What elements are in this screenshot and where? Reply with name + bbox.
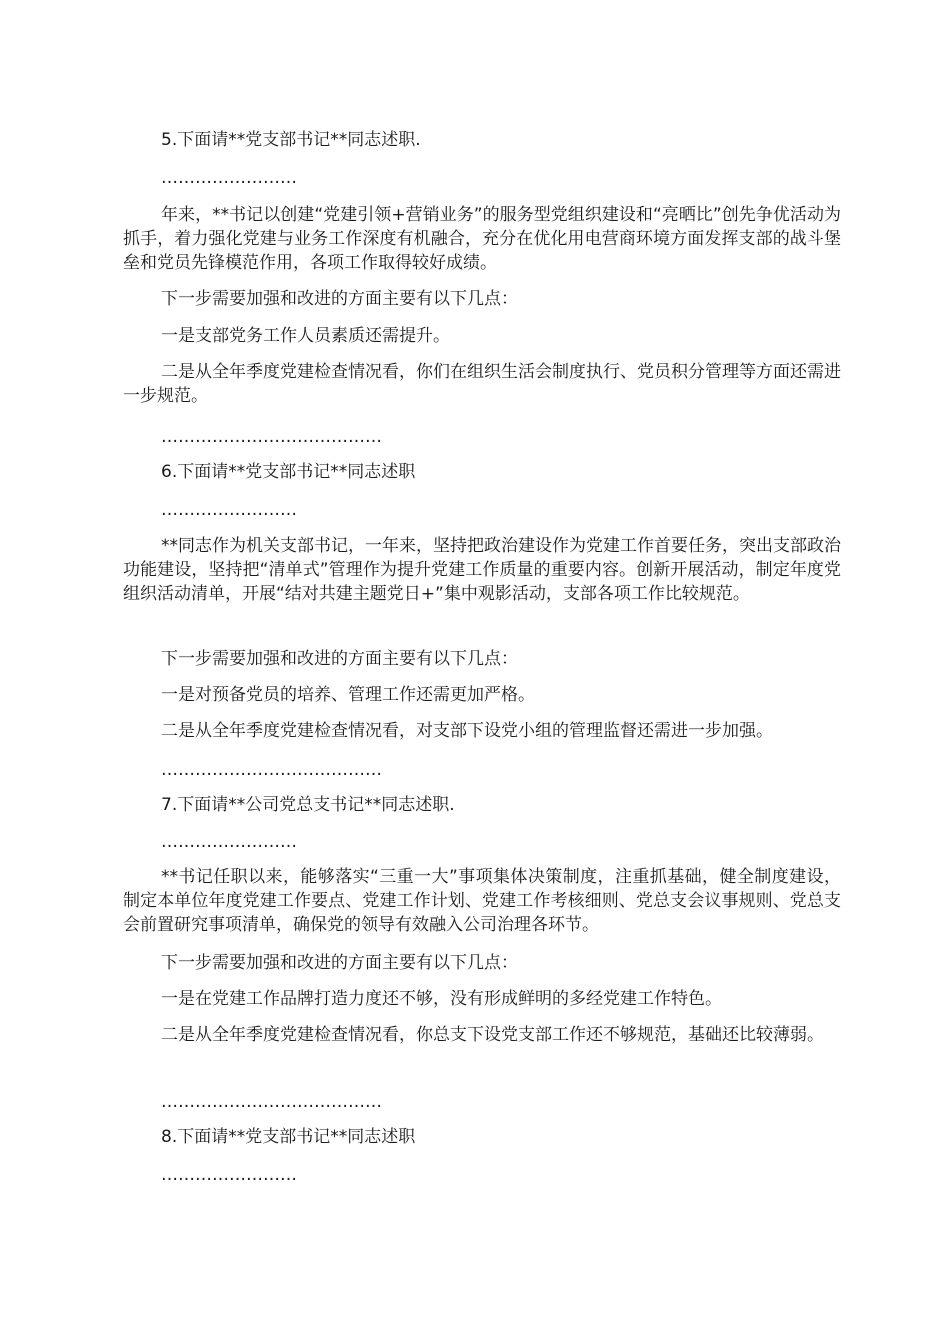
section-6-point-2: 二是从全年季度党建检查情况看，对支部下设党小组的管理监督还需进一步加强。 [161,721,773,741]
ellipsis-separator: …………………… [161,1165,297,1185]
ellipsis-separator: ………………………………… [161,1092,382,1112]
ellipsis-separator: …………………… [161,168,297,188]
section-7-improve-intro: 下一步需要加强和改进的方面主要有以下几点： [161,953,518,973]
section-5-point-1: 一是支部党务工作人员素质还需提升。 [161,326,450,346]
section-6-summary: **同志作为机关支部书记，一年来，坚持把政治建设作为党建工作首要任务，突出支部政治功能建设，坚持把“清单式”管理作为提升党建工作质量的重要内容。创新开展活动，制定年度党组织活动清单，开展“结对共建主题党日+”集中观影活动，支部各项工作比较规范。 [123,536,841,604]
section-7-point-2: 二是从全年季度党建检查情况看，你总支下设党支部工作还不够规范，基础还比较薄弱。 [161,1025,824,1045]
section-5-improve-intro: 下一步需要加强和改进的方面主要有以下几点： [161,289,518,309]
ellipsis-separator: ………………………………… [161,427,382,447]
section-7-point-1: 一是在党建工作品牌打造力度还不够，没有形成鲜明的多经党建工作特色。 [161,989,722,1009]
section-7-summary: **书记任职以来，能够落实“三重一大”事项集体决策制度，注重抓基础，健全制度建设，制定本单位年度党建工作要点、党建工作计划、党建工作考核细则、党总支会议事规则、党总支会前置研究事项清单，确保党的领导有效融入公司治理各环节。 [123,867,841,935]
ellipsis-separator: ………………………………… [161,760,382,780]
section-6-point-1: 一是对预备党员的培养、管理工作还需更加严格。 [161,685,535,705]
section-7-heading: 7.下面请**公司党总支书记**同志述职. [161,795,455,815]
section-5-summary: 年来，**书记以创建“党建引领+营销业务”的服务型党组织建设和“亮晒比”创先争优活动为抓手，着力强化党建与业务工作深度有机融合，充分在优化用电营商环境方面发挥支部的战斗堡垒和党员先锋模范作用，各项工作取得较好成绩。 [123,205,841,273]
ellipsis-separator: …………………… [161,500,297,520]
ellipsis-separator: …………………… [161,832,297,852]
section-5-heading: 5.下面请**党支部书记**同志述职. [161,130,421,150]
section-8-heading: 8.下面请**党支部书记**同志述职 [161,1127,416,1147]
section-5-point-2: 二是从全年季度党建检查情况看，你们在组织生活会制度执行、党员积分管理等方面还需进一步规范。 [123,362,841,406]
section-6-improve-intro: 下一步需要加强和改进的方面主要有以下几点： [161,649,518,669]
section-6-heading: 6.下面请**党支部书记**同志述职 [161,462,416,482]
